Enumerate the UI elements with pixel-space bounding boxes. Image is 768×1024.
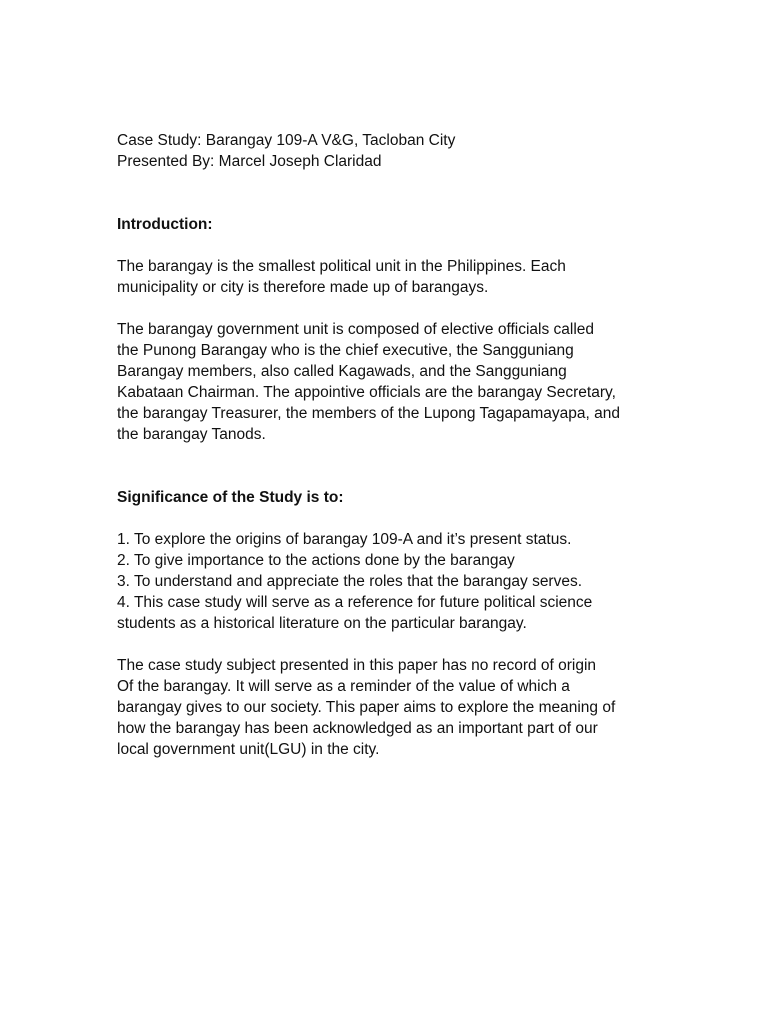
spacer (117, 445, 677, 487)
paragraph-line: how the barangay has been acknowledged as an important part of our (117, 720, 598, 737)
list-item: 2. To give importance to the actions done by the barangay (117, 552, 515, 569)
spacer (117, 172, 677, 214)
list-item: 1. To explore the origins of barangay 109-A and it’s present status. (117, 531, 572, 548)
introduction-paragraph-1 (117, 256, 677, 298)
paragraph-line: the barangay Tanods. (117, 426, 266, 443)
introduction-paragraph-2 (117, 319, 677, 445)
closing-paragraph (117, 655, 677, 760)
spacer (117, 235, 677, 256)
paragraph-line: Barangay members, also called Kagawads, and the Sangguniang (117, 363, 567, 380)
paragraph-line: barangay gives to our society. This paper aims to explore the meaning of (117, 699, 616, 716)
spacer (117, 634, 677, 655)
document-page (117, 130, 677, 760)
list-item: students as a historical literature on the particular barangay. (117, 615, 527, 632)
list-item: 4. This case study will serve as a reference for future political science (117, 594, 593, 611)
significance-heading: Significance of the Study is to: (117, 489, 344, 506)
paragraph-line: the barangay Treasurer, the members of the Lupong Tagapamayapa, and (117, 405, 620, 422)
paragraph-line: The barangay government unit is composed of elective officials called (117, 321, 595, 338)
paragraph-line: The case study subject presented in this paper has no record of origin (117, 657, 597, 674)
paragraph-line: municipality or city is therefore made up of barangays. (117, 279, 489, 296)
paragraph-line: Of the barangay. It will serve as a reminder of the value of which a (117, 678, 570, 695)
paragraph-line: The barangay is the smallest political unit in the Philippines. Each (117, 258, 566, 275)
spacer (117, 298, 677, 319)
introduction-heading: Introduction: (117, 216, 213, 233)
paragraph-line: the Punong Barangay who is the chief executive, the Sangguniang (117, 342, 574, 359)
document-title: Case Study: Barangay 109-A V&G, Tacloban City (117, 132, 456, 149)
spacer (117, 508, 677, 529)
list-item: 3. To understand and appreciate the roles that the barangay serves. (117, 573, 583, 590)
presenter-line: Presented By: Marcel Joseph Claridad (117, 153, 382, 170)
paragraph-line: local government unit(LGU) in the city. (117, 741, 380, 758)
paragraph-line: Kabataan Chairman. The appointive officials are the barangay Secretary, (117, 384, 616, 401)
significance-list (117, 529, 677, 634)
